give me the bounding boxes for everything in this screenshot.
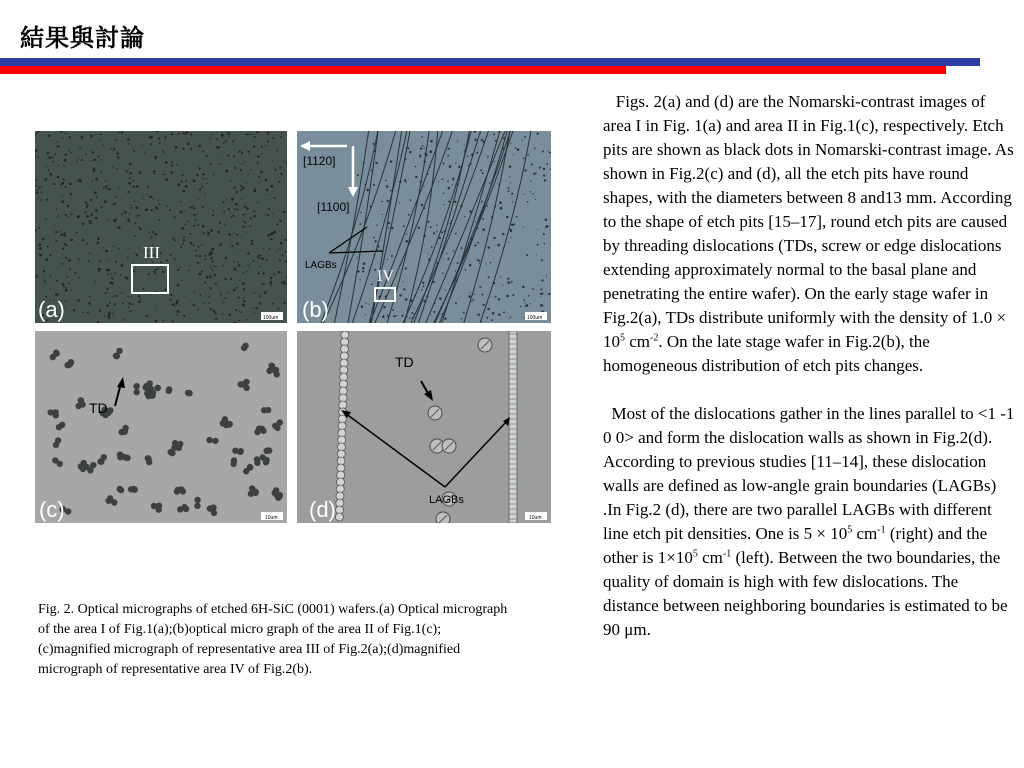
- micrograph-d: [297, 331, 551, 523]
- panel-letter-b: (b): [302, 297, 329, 322]
- micrograph-a: [35, 131, 287, 323]
- micrograph-c: [35, 331, 287, 523]
- direction-label-1: [1120]: [303, 154, 336, 168]
- header-blue-bar: [0, 58, 980, 66]
- panel-letter-c: (c): [39, 497, 65, 522]
- panel-letter-d: (d): [309, 497, 336, 522]
- paragraph-2: Most of the dislocations gather in the lines parallel to <1 -1 0 0> and form the dislocation walls as shown in Fig.2(d). According to previous studies [11–14], these dislocation walls are defined as low-angle grain boundaries (LAGBs) .In Fig.2 (d), there are two parallel LAGBs with different line etch pit densities. One is $5 \times 10^5$ $cm^{-1}$ (right) and the other is $1\times 10^5$ $cm^{-1}$ (left). Between the two boundaries, the quality of domain is high with few dislocations. The distance between neighboring boundaries is estimated to be 90 μm.: [603, 404, 1015, 639]
- scale-text-c: 10um: [265, 515, 278, 521]
- slide-title: 結果與討論: [20, 23, 145, 52]
- scale-text-a: 100um: [263, 315, 279, 321]
- header-red-bar: [0, 66, 946, 74]
- body-text: [603, 90, 1015, 642]
- scale-text-b: 100um: [527, 315, 543, 321]
- micrograph-b: [297, 131, 551, 323]
- direction-label-2: [1100]: [317, 200, 350, 214]
- figure-caption: Fig. 2. Optical micrographs of etched 6H-SiC (0001) wafers.(a) Optical micrograph of the area I of Fig.1(a);(b)optical micro graph of the area II of Fig.1(c); (c)magnified micrograph of representative area III of Fig.2(a);(d)magnified micrograph of representative area IV of Fig.2(b).: [38, 602, 508, 677]
- panel-letter-a: (a): [38, 297, 65, 322]
- lagbs-label-d: LAGBs: [429, 494, 464, 506]
- paragraph-1: Figs. 2(a) and (d) are the Nomarski-contrast images of area I in Fig. 1(a) and area II in Fig.1(c), respectively. Etch pits are shown as black dots in Nomarski-contrast image. As shown in Fig.2(c) and (d), all the etch pits have round shapes, with the diameters between 8 and13 mm. According to the shape of etch pits [15–17], round etch pits are caused by threading dislocations (TDs, screw or edge dislocations extending approximately normal to the basal plane and penetrating the entire wafer). On the early stage wafer in Fig.2(a), TDs distribute uniformly with the density of $1.0 \times 10^5$ $cm^{-2}$. On the late stage wafer in Fig.2(b), the homogeneous distribution of etch pits changes.: [603, 92, 1014, 375]
- lagbs-label-b: LAGBs: [305, 260, 337, 271]
- area-label-iii: III: [143, 243, 160, 262]
- td-label-d: TD: [395, 354, 414, 370]
- scale-text-d: 10um: [529, 515, 542, 521]
- td-label-c: TD: [89, 400, 108, 416]
- area-label-iv: IV: [377, 268, 394, 285]
